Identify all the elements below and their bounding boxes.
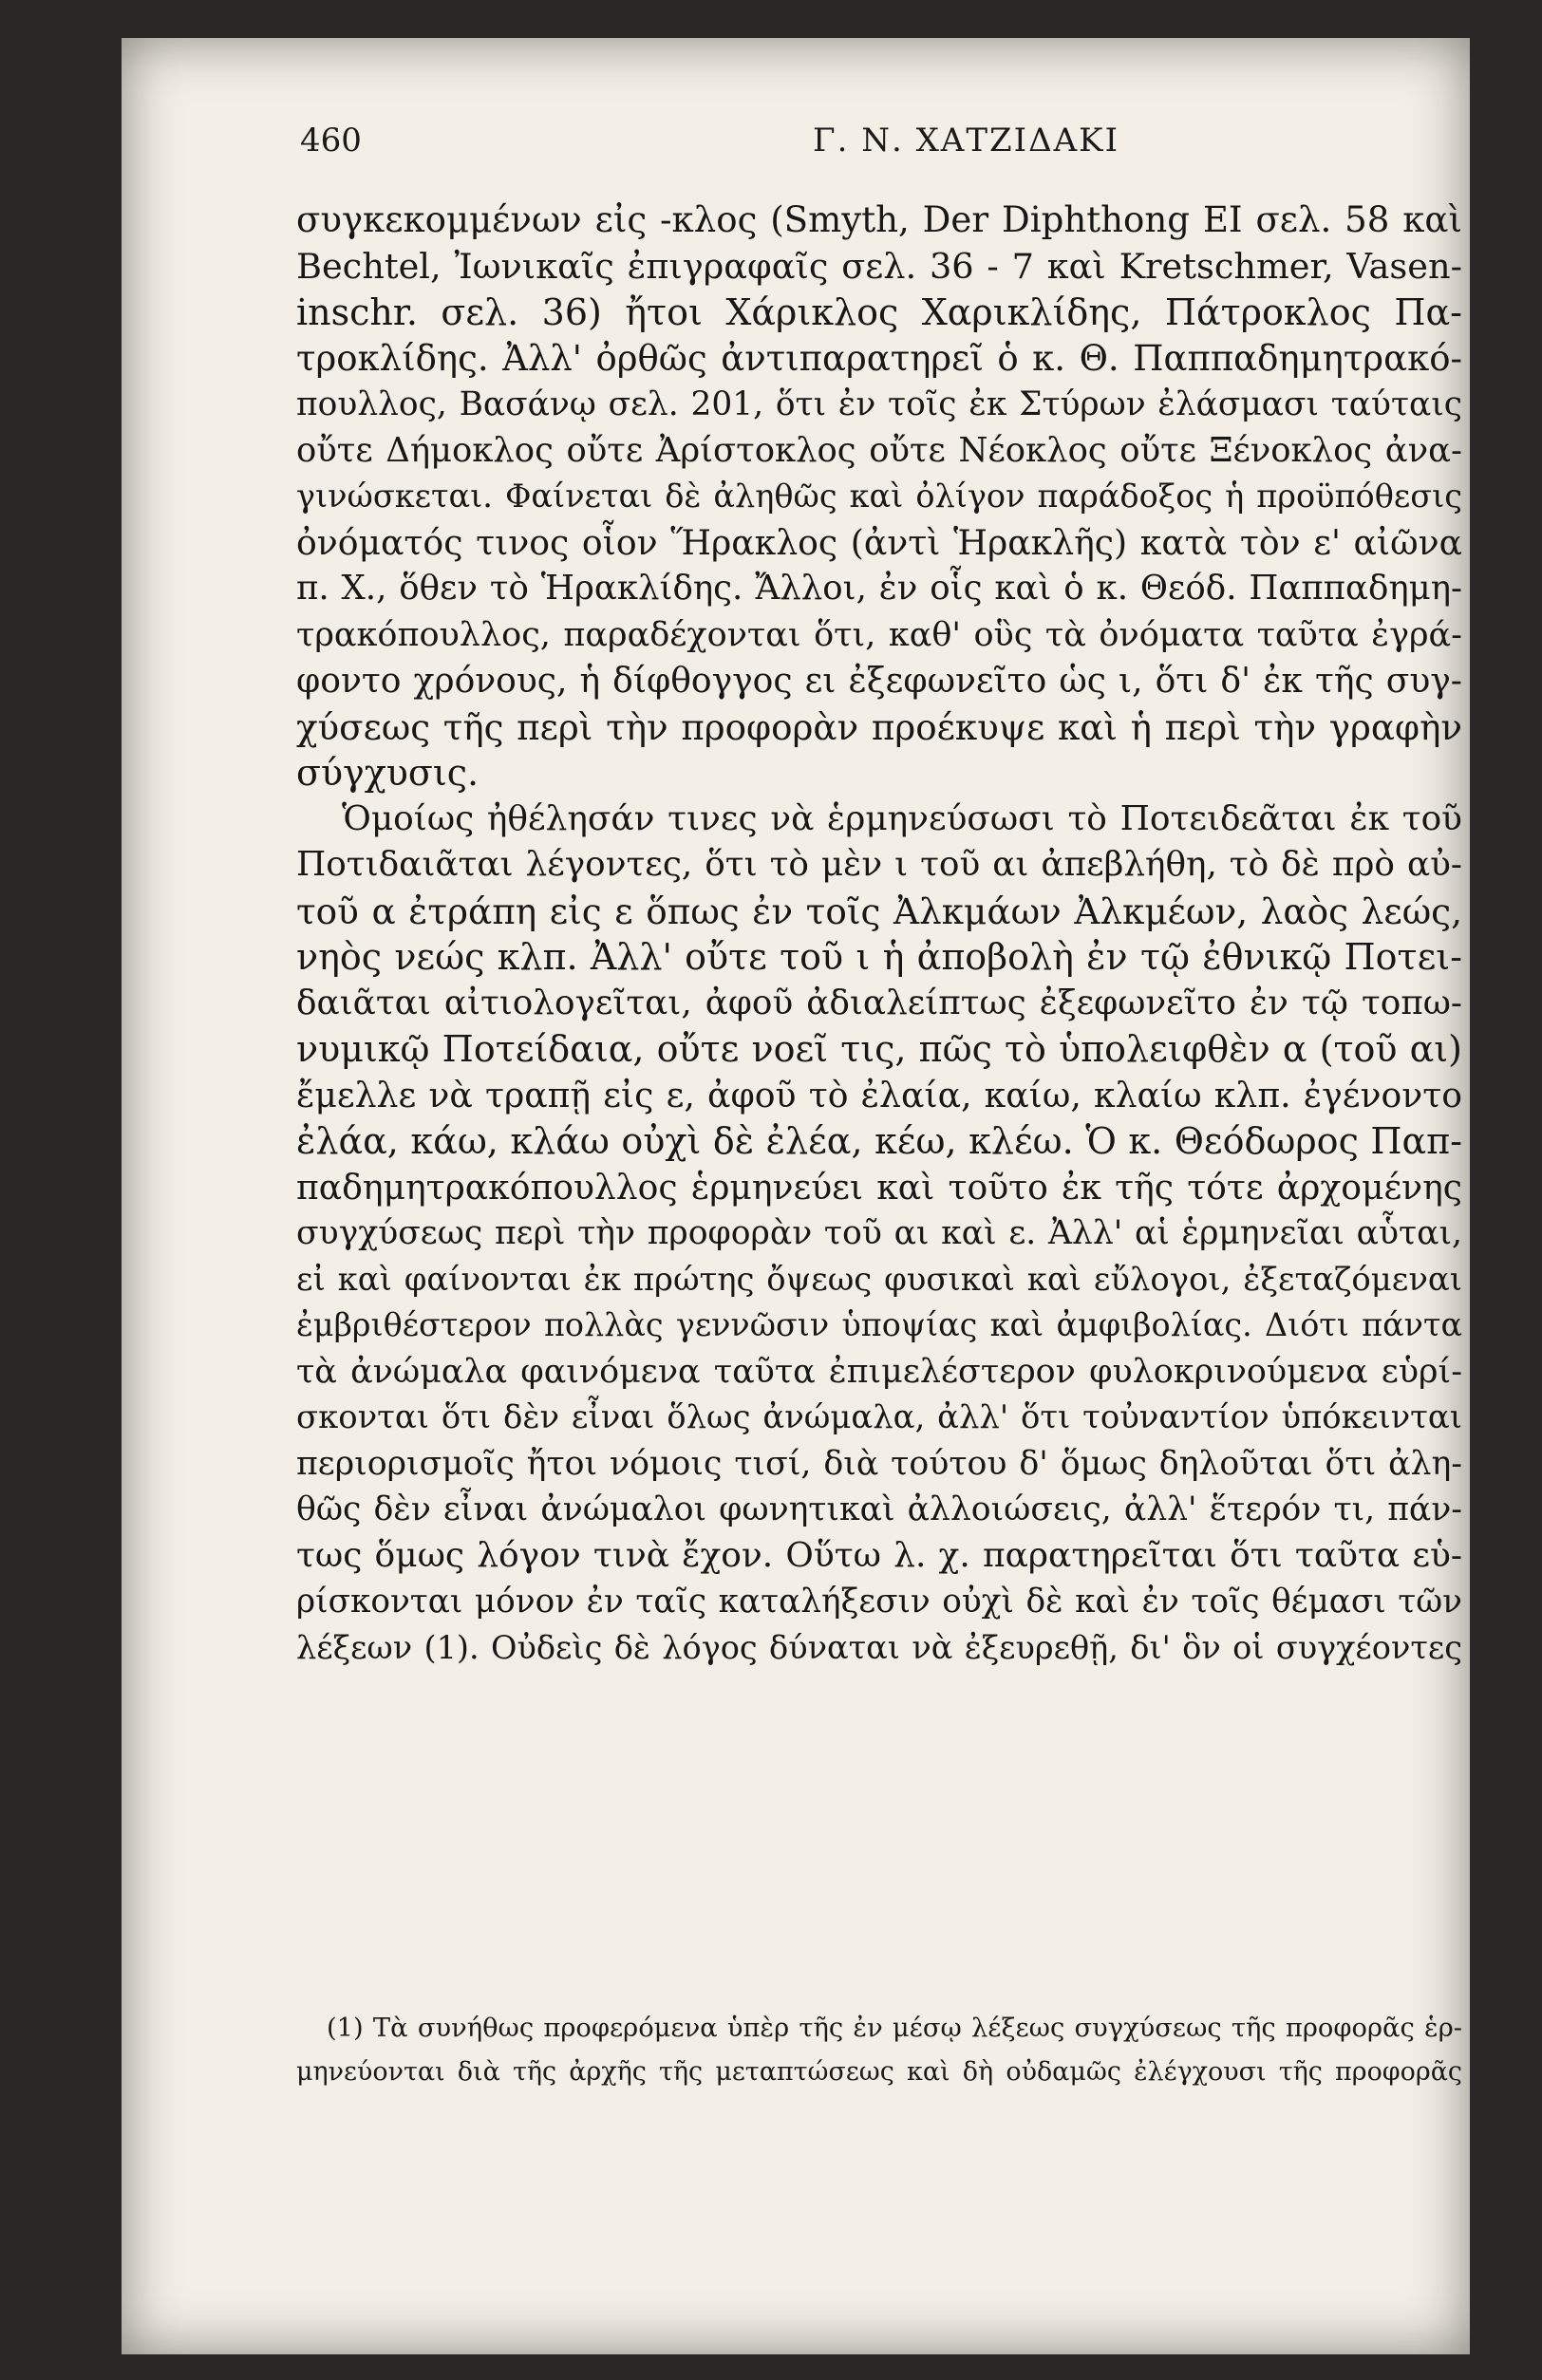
text-line: inschr. σελ. 36) ἤτοι Χάρικλος Χαρικλίδης, Πάτροκλος Πα- — [296, 291, 1462, 333]
text-line: ὀνόματός τινος οἷον Ἥρακλος (ἀντὶ Ἡρακλῆς) κατὰ τὸν ε' αἰῶνα — [296, 521, 1462, 563]
footnote-line: μηνεύονται διὰ τῆς ἀρχῆς τῆς μεταπτώσεως καὶ δὴ οὐδαμῶς ἐλέγχουσι τῆς προφορᾶς — [296, 2057, 1462, 2087]
text-line: ἐμβριθέστερον πολλὰς γεννῶσιν ὑποψίας καὶ ἀμφιβολίας. Διότι πάντα — [296, 1306, 1462, 1343]
text-line: τρακόπουλλος, παραδέχονται ὅτι, καθ' οὓς τὰ ὀνόματα ταῦτα ἐγρά- — [296, 615, 1462, 654]
text-line: νηὸς νεώς κλπ. Ἀλλ' οὔτε τοῦ ι ἡ ἀποβολὴ ἐν τῷ ἐθνικῷ Ποτει- — [296, 936, 1462, 978]
text-line: τοῦ α ἐτράπη εἰς ε ὅπως ἐν τοῖς Ἀλκμάων Ἀλκμέων, λαὸς λεώς, — [296, 890, 1462, 932]
text-line: σκονται ὅτι δὲν εἶναι ὅλως ἀνώμαλα, ἀλλ' ὅτι τοὐναντίον ὑπόκεινται — [296, 1398, 1462, 1435]
text-line: τως ὅμως λόγον τινὰ ἔχον. Οὕτω λ. χ. παρατηρεῖται ὅτι ταῦτα εὑ- — [296, 1535, 1462, 1575]
text-line: παδημητρακόπουλλος ἑρμηνεύει καὶ τοῦτο ἐκ τῆς τότε ἀρχομένης — [296, 1166, 1462, 1208]
text-line: π. Χ., ὅθεν τὸ Ἡρακλίδης. Ἄλλοι, ἐν οἷς καὶ ὁ κ. Θεόδ. Παππαδημη- — [296, 569, 1462, 608]
text-line: συγκεκομμένων εἰς -κλος (Smyth, Der Diphthong EI σελ. 58 καὶ — [296, 199, 1462, 240]
text-line: οὔτε Δήμοκλος οὔτε Ἀρίστοκλος οὔτε Νέοκλος οὔτε Ξένοκλος ἀνα- — [296, 430, 1462, 470]
footnote-line: (1) Τὰ συνήθως προφερόμενα ὑπὲρ τῆς ἐν μέσῳ λέξεως συγχύσεως τῆς προφορᾶς ἑρ- — [327, 2014, 1462, 2043]
body-text — [296, 197, 1462, 1671]
page-number: 460 — [300, 122, 362, 159]
page-header — [300, 122, 1458, 178]
text-line: λέξεων (1). Οὐδεὶς δὲ λόγος δύναται νὰ ἐξευρεθῇ, δι' ὃν οἱ συγχέοντες — [296, 1628, 1462, 1666]
running-head: Γ. Ν. ΧΑΤΖΙΔΑΚΙ — [813, 122, 1120, 159]
text-line: τροκλίδης. Ἀλλ' ὀρθῶς ἀντιπαρατηρεῖ ὁ κ. Θ. Παππαδημητρακό- — [296, 337, 1462, 379]
text-line: χύσεως τῆς περὶ τὴν προφορὰν προέκυψε καὶ ἡ περὶ τὴν γραφὴν — [296, 705, 1462, 748]
text-line: τὰ ἀνώμαλα φαινόμενα ταῦτα ἐπιμελέστερον φυλοκρινούμενα εὑρί- — [296, 1352, 1462, 1391]
text-line: Bechtel, Ἰωνικαῖς ἐπιγραφαῖς σελ. 36 - 7 καὶ Kretschmer, Vasen- — [296, 245, 1462, 287]
text-line: Ποτιδαιᾶται λέγοντες, ὅτι τὸ μὲν ι τοῦ αι ἀπεβλήθη, τὸ δὲ πρὸ αὐ- — [296, 845, 1462, 884]
text-line: σύγχυσις. — [296, 752, 480, 794]
text-line: πουλλος, Βασάνῳ σελ. 201, ὅτι ἐν τοῖς ἐκ Στύρων ἐλάσμασι ταύταις — [296, 385, 1462, 423]
text-line: θῶς δὲν εἶναι ἀνώμαλοι φωνητικαὶ ἀλλοιώσεις, ἀλλ' ἕτερόν τι, πάν- — [296, 1490, 1462, 1528]
text-line: ρίσκονται μόνον ἐν ταῖς καταλήξεσιν οὐχὶ δὲ καὶ ἐν τοῖς θέμασι τῶν — [296, 1583, 1462, 1621]
text-line: εἰ καὶ φαίνονται ἐκ πρώτης ὄψεως φυσικαὶ καὶ εὔλογοι, ἐξεταζόμεναι — [296, 1260, 1462, 1298]
text-line: συγχύσεως περὶ τὴν προφορὰν τοῦ αι καὶ ε. Ἀλλ' αἱ ἑρμηνεῖαι αὗται, — [296, 1214, 1462, 1252]
text-line: Ὁμοίως ἠθέλησάν τινες νὰ ἑρμηνεύσωσι τὸ Ποτειδεᾶται ἐκ τοῦ — [342, 798, 1462, 838]
text-line: δαιᾶται αἰτιολογεῖται, ἀφοῦ ἀδιαλείπτως ἐξεφωνεῖτο ἐν τῷ τοπω- — [296, 983, 1462, 1022]
text-line: φοντο χρόνους, ἡ δίφθογγος ει ἐξεφωνεῖτο ὡς ι, ὅτι δ' ἐκ τῆς συγ- — [296, 661, 1462, 701]
footnotes — [296, 2007, 1462, 2094]
text-line: νυμικῷ Ποτείδαια, οὔτε νοεῖ τις, πῶς τὸ ὑπολειφθὲν α (τοῦ αι) — [296, 1028, 1462, 1070]
text-line: περιορισμοῖς ἤτοι νόμοις τισί, διὰ τούτου δ' ὅμως δηλοῦται ὅτι ἀλη- — [296, 1444, 1462, 1483]
text-line: γινώσκεται. Φαίνεται δὲ ἀληθῶς καὶ ὀλίγον παράδοξος ἡ προϋπόθεσις — [296, 478, 1462, 515]
text-line: ἔμελλε νὰ τραπῇ εἰς ε, ἀφοῦ τὸ ἐλαία, καίω, κλαίω κλπ. ἐγένοντο — [296, 1074, 1462, 1115]
text-line: ἐλάα, κάω, κλάω οὐχὶ δὲ ἐλέα, κέω, κλέω. Ὁ κ. Θεόδωρος Παπ- — [296, 1120, 1462, 1162]
